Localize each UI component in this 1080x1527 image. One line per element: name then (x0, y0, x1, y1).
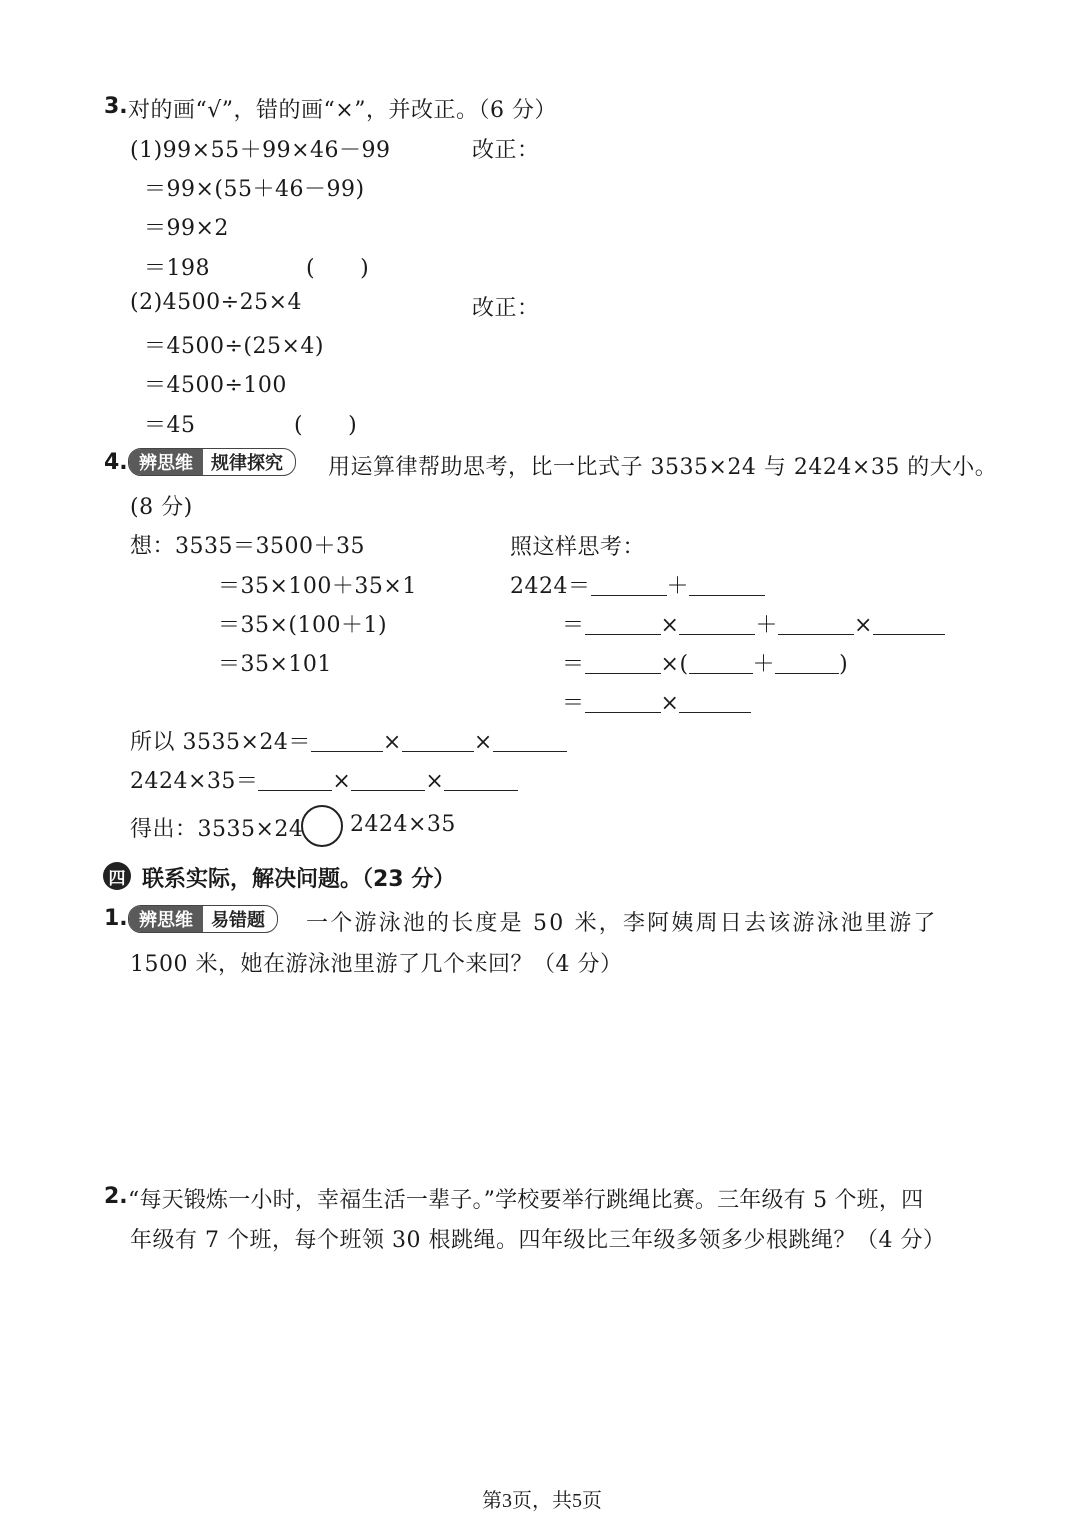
answer-blank[interactable] (873, 612, 945, 635)
s4q2-text-line: “每天锻炼一小时，幸福生活一辈子。”学校要举行跳绳比赛。三年级有 5 个班，四 (128, 1188, 924, 1213)
s4q1-tag-type: 易错题 (211, 910, 265, 931)
answer-blank[interactable] (585, 612, 661, 635)
q3-p2-line: ＝4500÷(25×4) (144, 334, 325, 359)
s4q1-text-line: 一个游泳池的长度是 50 米，李阿姨周日去该游泳池里游了 (306, 911, 938, 936)
q4-follow-line-3: ＝ ×( ＋ ) (562, 652, 849, 677)
q4-result-left: 得出：3535×24 (130, 817, 304, 842)
answer-blank[interactable] (444, 768, 518, 791)
q4-think-line: ＝35×100＋35×1 (218, 574, 417, 599)
answer-blank[interactable] (679, 612, 755, 635)
q4-think-line: ＝35×(100＋1) (218, 613, 388, 638)
s4q2-number: 2. (104, 1184, 128, 1209)
answer-blank[interactable] (311, 729, 383, 752)
q4-tag-type: 规律探究 (211, 453, 283, 474)
answer-blank[interactable] (402, 729, 474, 752)
answer-blank[interactable] (351, 768, 425, 791)
answer-blank[interactable] (591, 573, 667, 596)
q4-so-line-1: 所以 3535×24＝ × × (130, 725, 567, 756)
q4-so-line-2: 2424×35＝ × × (130, 764, 518, 795)
q4-result-right: 2424×35 (350, 812, 456, 837)
q3-p1-answer-paren[interactable]: ( ) (306, 256, 370, 281)
q4-number: 4. (104, 450, 128, 475)
q4-think-line: ＝35×101 (218, 652, 332, 677)
s4q1-text-line: 1500 米，她在游泳池里游了几个来回？（4 分） (130, 952, 623, 977)
q4-follow-line-2: ＝ × ＋ × (562, 608, 945, 639)
q4-tag-category: 辨思维 (129, 449, 203, 475)
q3-p2-answer-paren[interactable]: ( ) (294, 413, 358, 438)
q4-follow-label: 照这样思考： (510, 535, 646, 560)
q4-tag (128, 448, 296, 476)
q3-p1-line: (1)99×55＋99×46－99 (130, 138, 391, 163)
s4q1-tag-category: 辨思维 (129, 906, 203, 932)
answer-blank[interactable] (493, 729, 567, 752)
s4q1-number: 1. (104, 906, 128, 931)
q3-p1-line: ＝99×(55＋46－99) (144, 177, 365, 202)
q4-score: (8 分) (130, 495, 193, 520)
q4-follow-line-4: ＝ × (562, 686, 751, 717)
answer-blank[interactable] (585, 651, 661, 674)
q3-p2-line: (2)4500÷25×4 (130, 290, 303, 315)
s4q2-text-line: 年级有 7 个班，每个班领 30 根跳绳。四年级比三年级多领多少根跳绳？（4 分） (130, 1228, 946, 1253)
q3-p2-fix-label: 改正： (472, 296, 540, 321)
answer-blank[interactable] (585, 690, 661, 713)
section-number-badge: 四 (103, 862, 131, 890)
page-number: 第3页，共5页 (482, 1490, 602, 1512)
q3-p1-line: ＝99×2 (144, 216, 229, 241)
answer-blank[interactable] (679, 690, 751, 713)
answer-blank[interactable] (258, 768, 332, 791)
q4-think-line: 想：3535＝3500＋35 (130, 534, 365, 559)
q4-prompt: 用运算律帮助思考，比一比式子 3535×24 与 2424×35 的大小。 (328, 455, 998, 480)
section-title: 联系实际，解决问题。（23 分） (142, 867, 456, 892)
answer-blank[interactable] (689, 573, 765, 596)
q3-prompt: 对的画“√”，错的画“×”，并改正。（6 分） (128, 98, 557, 123)
compare-circle[interactable] (301, 805, 343, 847)
answer-blank[interactable] (778, 612, 854, 635)
q4-follow-line-1: 2424＝ ＋ (510, 569, 765, 600)
answer-blank[interactable] (689, 651, 753, 674)
q3-p2-line: ＝4500÷100 (144, 373, 287, 398)
q3-p1-line: ＝198 (144, 256, 210, 281)
answer-blank[interactable] (775, 651, 839, 674)
q3-number: 3. (104, 94, 128, 119)
s4q1-tag (128, 905, 278, 933)
q3-p2-line: ＝45 (144, 413, 196, 438)
q3-p1-fix-label: 改正： (472, 138, 540, 163)
